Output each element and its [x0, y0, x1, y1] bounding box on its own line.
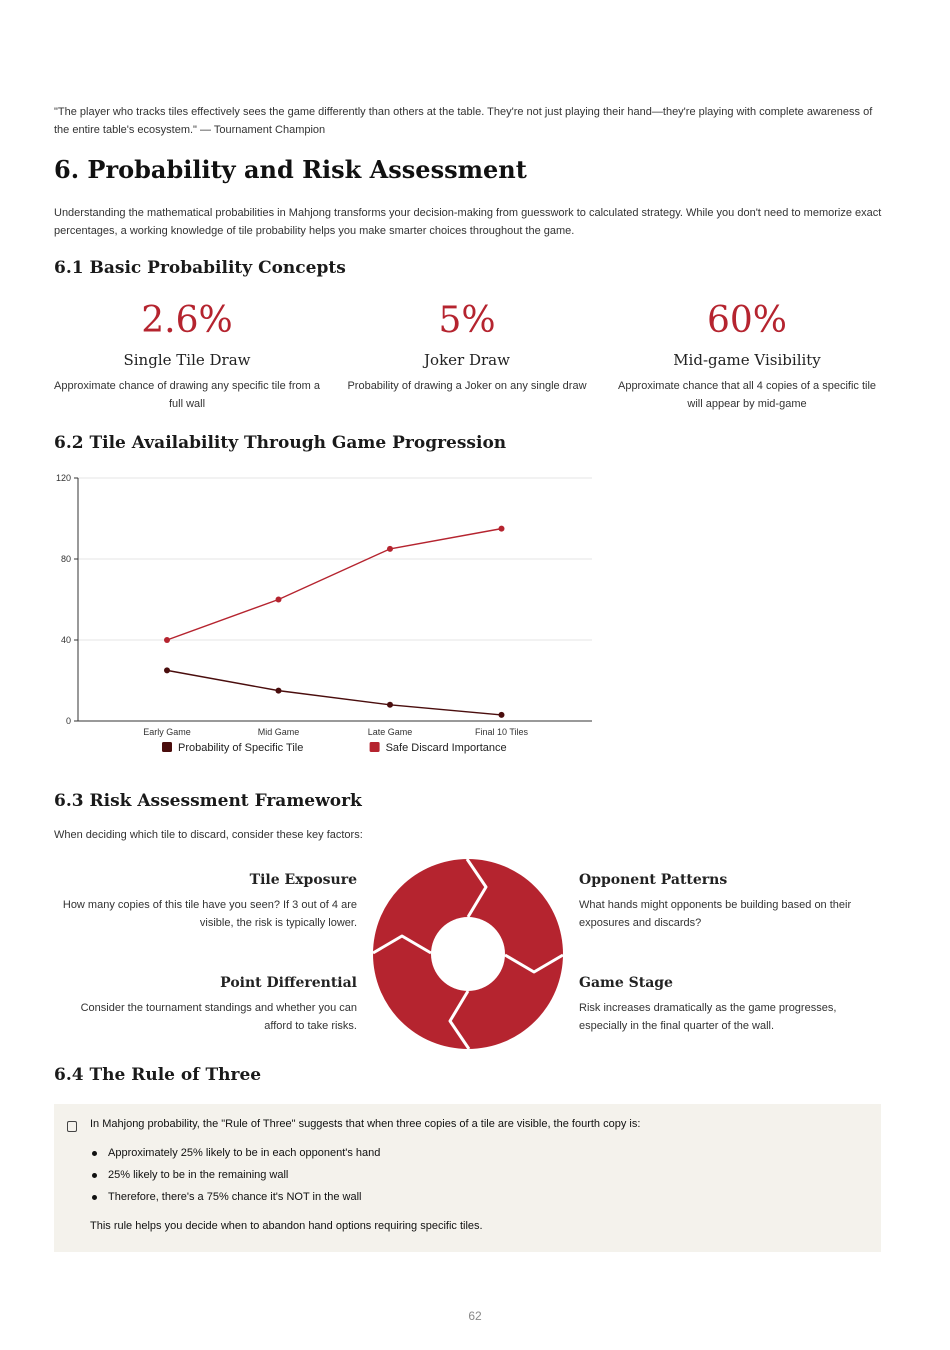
stat-card-single-tile — [52, 298, 322, 413]
y-tick-label: 0 — [65, 716, 71, 726]
stat-card-joker — [332, 298, 602, 395]
list-item: Therefore, there's a 75% chance it's NOT in the wall — [90, 1190, 380, 1212]
data-point — [387, 546, 393, 552]
data-point — [499, 712, 505, 718]
rule-list — [90, 1146, 380, 1212]
x-tick-label: Late Game — [367, 727, 413, 737]
stat-card-midgame — [612, 298, 882, 413]
stat-label: Joker Draw — [424, 351, 510, 369]
rule-of-three-callout — [54, 1104, 881, 1252]
legend-label: Safe Discard Importance — [385, 742, 507, 754]
stat-description: Approximate chance of drawing any specific tile from a full wall — [54, 380, 320, 410]
callout-lead: In Mahjong probability, the "Rule of Three" suggests that when three copies of a tile are visible, the fourth copy is: — [90, 1118, 641, 1130]
stat-label: Single Tile Draw — [123, 351, 251, 369]
factor-title: Point Differential — [220, 975, 357, 991]
factor-description: How many copies of this tile have you seen? If 3 out of 4 are visible, the risk is typically lower. — [62, 899, 357, 929]
factor-point-differential — [52, 975, 357, 1035]
y-tick-label: 40 — [60, 635, 71, 645]
page-number: 62 — [468, 1309, 482, 1323]
data-point — [387, 702, 393, 708]
data-point — [499, 526, 505, 532]
series-line — [167, 529, 502, 640]
data-point — [276, 688, 282, 694]
stat-label: Mid-game Visibility — [673, 351, 821, 369]
champion-quote: "The player who tracks tiles effectively sees the game differently than others at the table. They're not just playing their hand—they're playing with complete awareness of the entire table's ecosystem." — Tournament Champion — [54, 106, 873, 136]
series-line — [167, 670, 502, 715]
stat-value: 2.6% — [141, 300, 233, 341]
data-point — [164, 667, 170, 673]
factor-title: Game Stage — [579, 975, 673, 991]
legend-label: Probability of Specific Tile — [178, 742, 304, 754]
stat-value: 5% — [438, 300, 496, 341]
legend-swatch — [162, 742, 172, 752]
callout-footer: This rule helps you decide when to abandon hand options requiring specific tiles. — [90, 1220, 483, 1232]
x-tick-label: Early Game — [143, 727, 191, 737]
factor-title: Opponent Patterns — [579, 872, 728, 888]
list-item: Approximately 25% likely to be in each opponent's hand — [90, 1146, 380, 1168]
risk-framework-heading: 6.3 Risk Assessment Framework — [54, 791, 362, 811]
factor-description: Risk increases dramatically as the game progresses, especially in the final quarter of the wall. — [579, 1002, 837, 1032]
factor-description: Consider the tournament standings and whether you can afford to take risks. — [80, 1002, 357, 1032]
tile-availability-chart — [40, 468, 600, 758]
risk-cycle-diagram — [368, 854, 568, 1054]
legend-swatch — [370, 742, 380, 752]
y-tick-label: 80 — [60, 554, 71, 564]
rule-of-three-heading: 6.4 The Rule of Three — [54, 1065, 262, 1085]
factor-tile-exposure — [52, 872, 357, 932]
x-tick-label: Final 10 Tiles — [474, 727, 529, 737]
availability-heading: 6.2 Tile Availability Through Game Progression — [54, 433, 507, 453]
risk-intro: When deciding which tile to discard, consider these key factors: — [54, 829, 363, 841]
stat-description: Probability of drawing a Joker on any single draw — [347, 380, 587, 392]
stat-value: 60% — [706, 300, 787, 341]
section-intro: Understanding the mathematical probabilities in Mahjong transforms your decision-making from guesswork to calculated strategy. While you don't need to memorize exact percentages, a working knowledge of tile probability helps you make smarter choices throughout the game. — [54, 207, 882, 237]
basic-probability-heading: 6.1 Basic Probability Concepts — [54, 258, 346, 278]
section-title: 6. Probability and Risk Assessment — [54, 155, 527, 184]
list-item: 25% likely to be in the remaining wall — [90, 1168, 380, 1190]
cycle-center — [431, 917, 505, 991]
data-point — [164, 637, 170, 643]
note-icon — [67, 1121, 77, 1132]
y-tick-label: 120 — [55, 473, 71, 483]
factor-description: What hands might opponents be building based on their exposures and discards? — [579, 899, 852, 929]
stat-description: Approximate chance that all 4 copies of a specific tile will appear by mid-game — [617, 380, 877, 410]
factor-title: Tile Exposure — [249, 872, 357, 888]
factor-game-stage — [579, 975, 884, 1035]
x-tick-label: Mid Game — [257, 727, 300, 737]
factor-opponent-patterns — [579, 872, 884, 932]
data-point — [276, 597, 282, 603]
